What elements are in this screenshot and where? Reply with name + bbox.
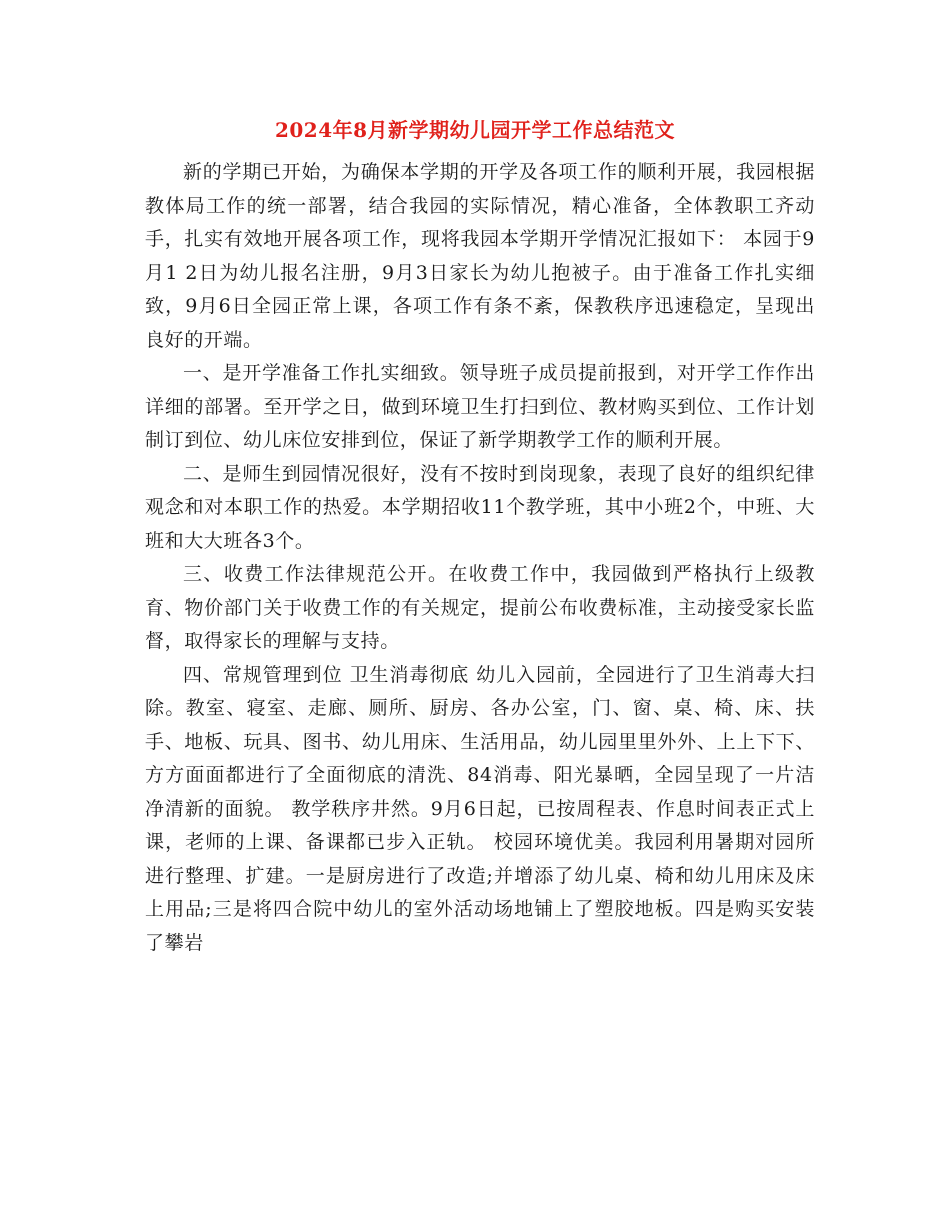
paragraph-preparation: 一、是开学准备工作扎实细致。领导班子成员提前报到，对开学工作作出详细的部署。至开学之日，做到环境卫生打扫到位、教材购买到位、工作计划制订到位、幼儿床位安排到位，保证了新学期教学工作的顺利开展。 bbox=[145, 362, 815, 451]
document-body bbox=[145, 156, 815, 960]
paragraph-fees: 三、收费工作法律规范公开。在收费工作中，我园做到严格执行上级教育、物价部门关于收费工作的有关规定，提前公布收费标准，主动接受家长监督，取得家长的理解与支持。 bbox=[145, 563, 815, 652]
paragraph-attendance: 二、是师生到园情况很好，没有不按时到岗现象，表现了良好的组织纪律观念和对本职工作的热爱。本学期招收11个教学班，其中小班2个，中班、大班和大大班各3个。 bbox=[145, 462, 815, 552]
paragraph-intro: 新的学期已开始，为确保本学期的开学及各项工作的顺利开展，我园根据教体局工作的统一部署，结合我园的实际情况，精心准备，全体教职工齐动手，扎实有效地开展各项工作，现将我园本学期开学情况汇报如下： 本园于9月1 2日为幼儿报名注册，9月3日家长为幼儿抱被子。由于准备工作扎实细致，9月6日全园正常上课，各项工作有条不紊，保教秩序迅速稳定，呈现出良好的开端。 bbox=[145, 161, 815, 351]
document-title: 2024年8月新学期幼儿园开学工作总结范文 bbox=[274, 118, 676, 142]
paragraph-management: 四、常规管理到位 卫生消毒彻底 幼儿入园前，全园进行了卫生消毒大扫除。教室、寝室、走廊、厕所、厨房、各办公室，门、窗、桌、椅、床、扶手、地板、玩具、图书、幼儿用床、生活用品，幼儿园里里外外、上上下下、方方面面都进行了全面彻底的清洗、84消毒、阳光暴晒，全园呈现了一片洁净清新的面貌。 教学秩序井然。9月6日起，已按周程表、作息时间表正式上课，老师的上课、备课都已步入正轨。 校园环境优美。我园利用暑期对园所进行整理、扩建。一是厨房进行了改造;并增添了幼儿桌、椅和幼儿用床及床上用品;三是将四合院中幼儿的室外活动场地铺上了塑胶地板。四是购买安装了攀岩 bbox=[145, 663, 815, 954]
